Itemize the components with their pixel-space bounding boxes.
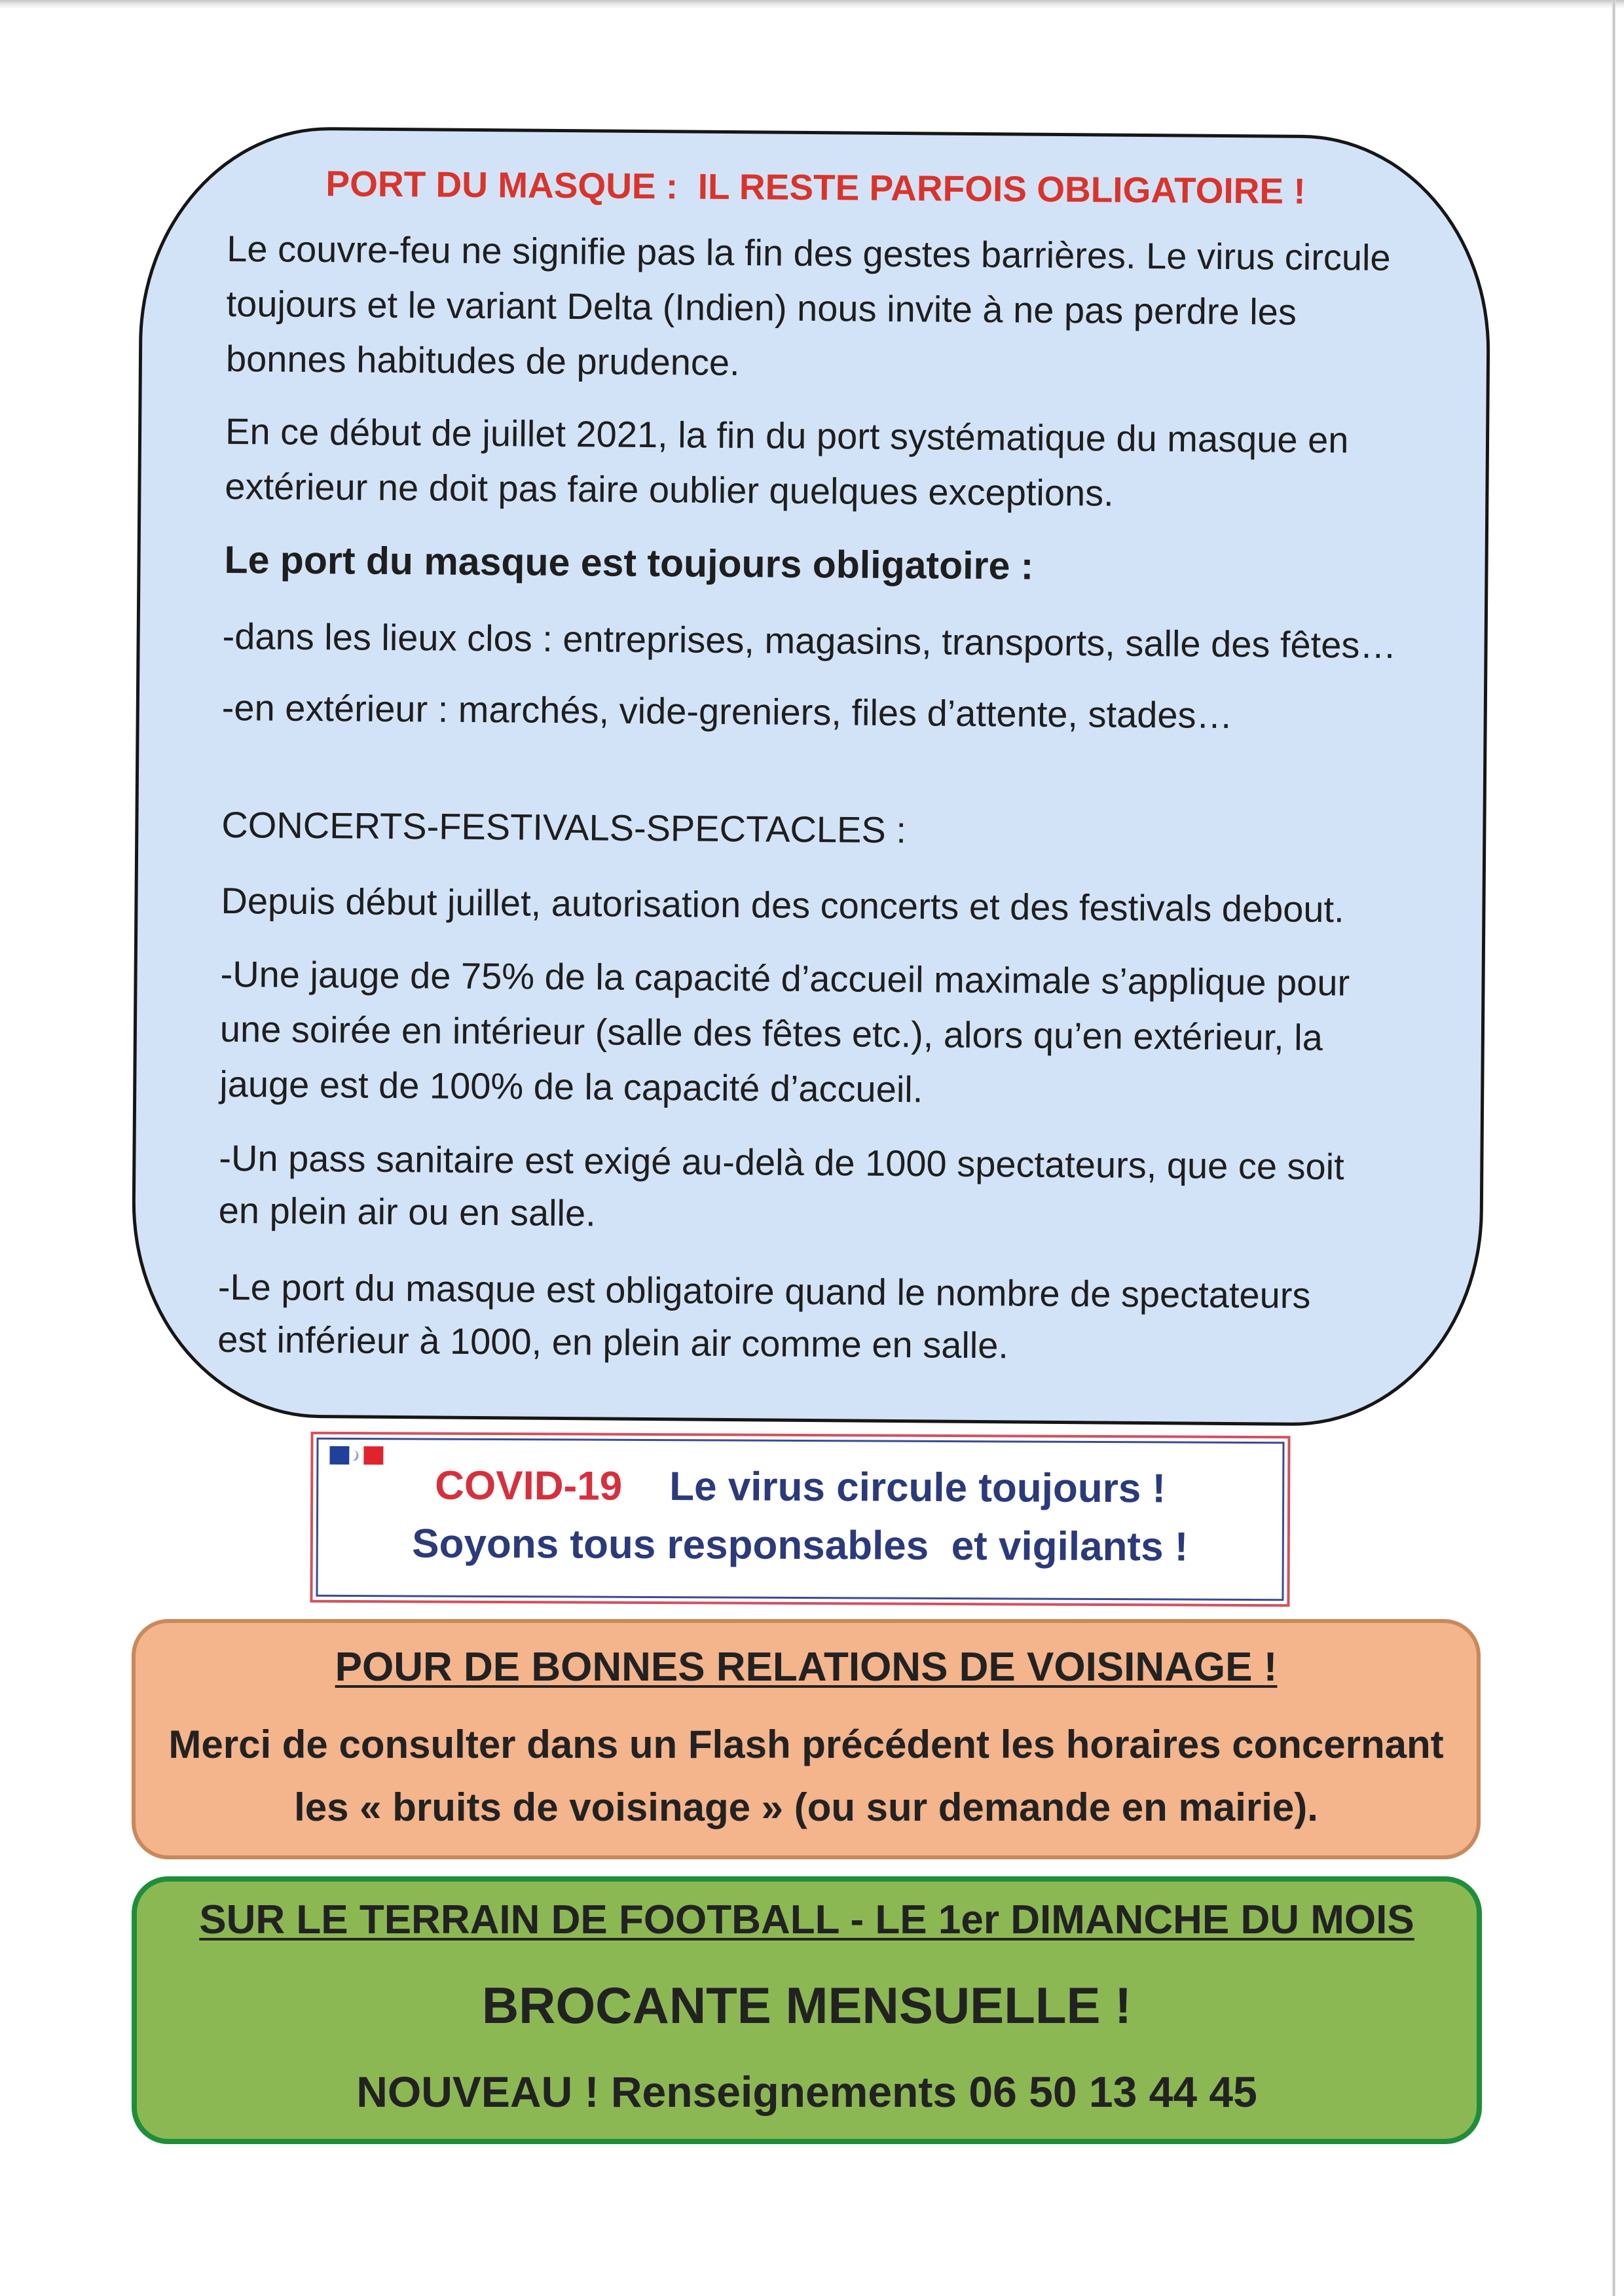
scan-right-edge bbox=[1612, 0, 1615, 2296]
list-item: -dans les lieux clos : entreprises, magasins, transports, salle des fêtes… bbox=[222, 615, 1397, 666]
text-line: En ce début de juillet 2021, la fin du port systématique du masque en bbox=[225, 410, 1349, 461]
scan-top-edge bbox=[0, 0, 1624, 9]
brocante-contact: NOUVEAU ! Renseignements 06 50 13 44 45 bbox=[356, 2068, 1257, 2116]
brocante-box bbox=[132, 1876, 1482, 2144]
text-line: -Une jauge de 75% de la capacité d’accueil maximale s’applique pour bbox=[220, 953, 1350, 1004]
covid-message-2: Soyons tous responsables et vigilants ! bbox=[412, 1521, 1189, 1570]
mandatory-item-outdoor bbox=[221, 680, 1232, 743]
covid-banner bbox=[310, 1432, 1290, 1607]
text-line: une soirée en intérieur (salle des fêtes etc.), alors qu’en extérieur, la bbox=[219, 1008, 1323, 1059]
text-line: -Le port du masque est obligatoire quand le nombre de spectateurs bbox=[217, 1266, 1311, 1317]
july-paragraph bbox=[225, 404, 1349, 522]
health-pass-paragraph bbox=[218, 1132, 1344, 1245]
mandatory-item-indoor bbox=[222, 609, 1396, 673]
mask-rule-paragraph bbox=[217, 1261, 1311, 1374]
events-heading bbox=[221, 797, 906, 858]
text-line: Depuis début juillet, autorisation des concerts et des festivals debout. bbox=[221, 879, 1344, 930]
mask-notice-box bbox=[130, 126, 1491, 1427]
covid-label: COVID-19 bbox=[435, 1463, 623, 1509]
text-line: Le couvre-feu ne signifie pas la fin des gestes barrières. Le virus circule bbox=[227, 227, 1391, 278]
text-line: est inférieur à 1000, en plein air comme en salle. bbox=[217, 1318, 1009, 1366]
text-line: toujours et le variant Delta (Indien) nous invite à ne pas perdre les bbox=[226, 282, 1297, 333]
intro-paragraph bbox=[226, 221, 1391, 395]
text-line: bonnes habitudes de prudence. bbox=[225, 337, 740, 384]
text-line: les « bruits de voisinage » (ou sur demande en mairie). bbox=[294, 1785, 1318, 1829]
mandatory-heading bbox=[224, 532, 1033, 594]
text-line: -Un pass sanitaire est exigé au-delà de 1000 spectateurs, que ce soit bbox=[219, 1137, 1344, 1188]
text-line: CONCERTS-FESTIVALS-SPECTACLES : bbox=[221, 803, 907, 851]
text-line: extérieur ne doit pas faire oublier quelques exceptions. bbox=[225, 465, 1114, 514]
text-line: jauge est de 100% de la capacité d’accueil. bbox=[219, 1063, 923, 1110]
events-intro bbox=[221, 873, 1344, 937]
neighbours-notice-box bbox=[132, 1619, 1481, 1859]
mask-notice-title: PORT DU MASQUE : IL RESTE PARFOIS OBLIGATOIRE ! bbox=[325, 163, 1306, 211]
brocante-location-title: SUR LE TERRAIN DE FOOTBALL - LE 1er DIMANCHE DU MOIS bbox=[199, 1897, 1414, 1942]
list-item: -en extérieur : marchés, vide-greniers, files d’attente, stades… bbox=[221, 686, 1233, 737]
capacity-paragraph bbox=[219, 947, 1350, 1121]
brocante-headline: BROCANTE MENSUELLE ! bbox=[481, 1977, 1132, 2034]
covid-line-1 bbox=[313, 1459, 1287, 1516]
text-line: Le port du masque est toujours obligatoire : bbox=[224, 538, 1034, 588]
text-line: en plein air ou en salle. bbox=[218, 1189, 596, 1234]
text-line: Merci de consulter dans un Flash précédent les horaires concernant bbox=[168, 1722, 1444, 1766]
covid-message-1: Le virus circule toujours ! bbox=[669, 1464, 1166, 1512]
neighbours-notice-title: POUR DE BONNES RELATIONS DE VOISINAGE ! bbox=[335, 1645, 1278, 1690]
